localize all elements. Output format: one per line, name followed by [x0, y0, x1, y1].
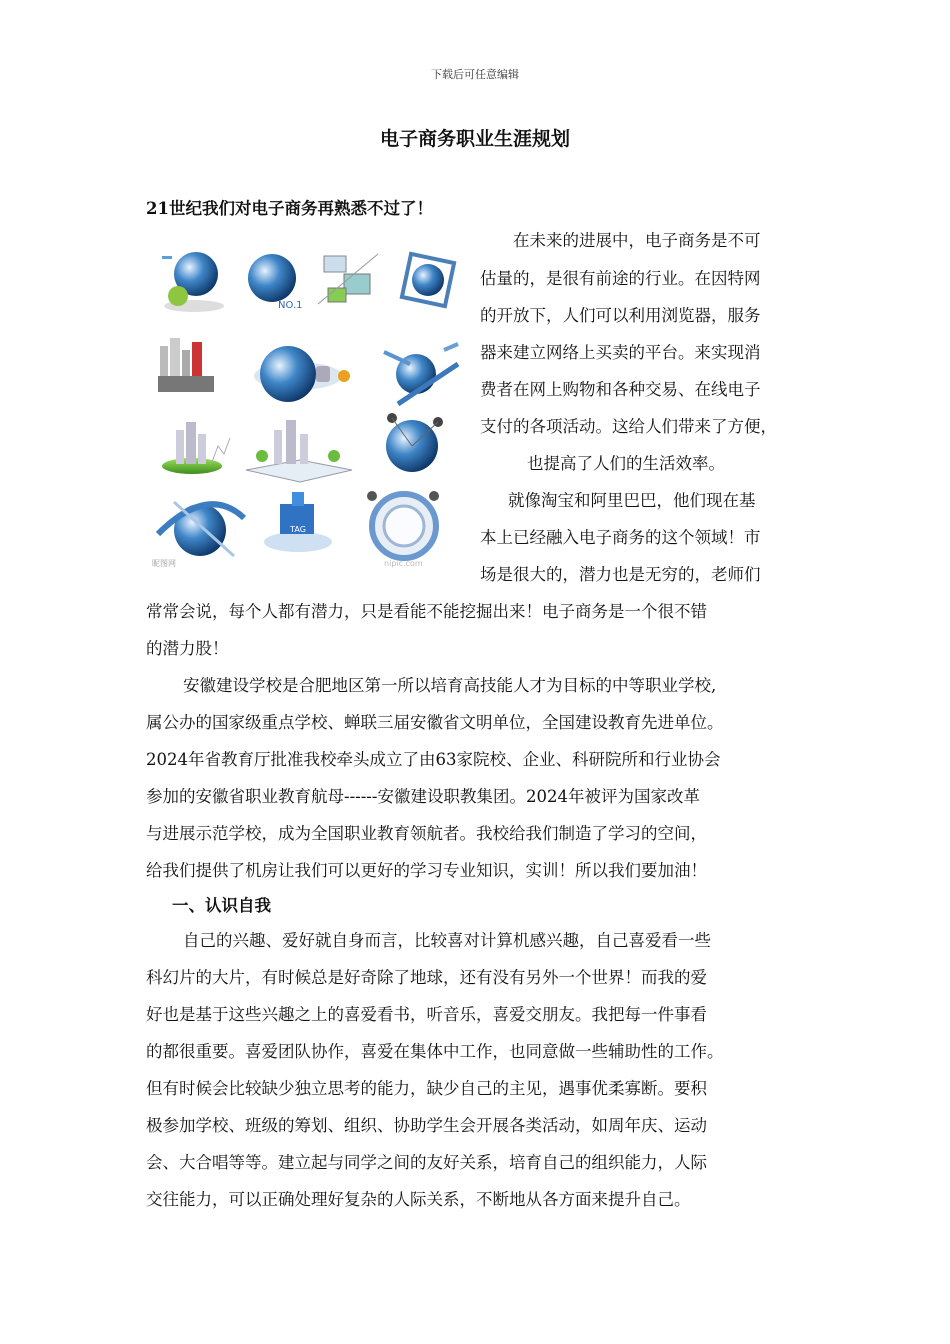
city-laptop-icon — [158, 338, 214, 392]
svg-text:TAG: TAG — [290, 525, 306, 534]
section1-line-5: 极参加学校、班级的筹划、组织、协助学生会开展各类活动，如周年庆、运动 — [146, 1116, 707, 1135]
page-header: 下载后可任意编辑 — [431, 68, 519, 81]
section1-line-1: 科幻片的大片，有时候总是好奇除了地球，还有没有另外一个世界！而我的爱 — [146, 968, 707, 987]
side-line-7: 就像淘宝和阿里巴巴，他们现在基 — [508, 491, 756, 510]
section1-line-2: 好也是基于这些兴趣之上的喜爱看书，听音乐，喜爱交朋友。我把每一件事看 — [146, 1005, 707, 1024]
speaker-circle-icon — [367, 491, 439, 558]
globe-arrows-icon — [384, 344, 458, 404]
side-line-5: 支付的各项活动。这给人们带来了方便， — [480, 417, 777, 436]
school-line-2: 2024年省教育厅批准我校牵头成立了由63家院校、企业、科研院所和行业协会 — [146, 750, 721, 769]
side-line-4: 费者在网上购物和各种交易、在线电子 — [480, 380, 761, 399]
globe-lightbulb-icon — [254, 346, 350, 402]
blue-arrow-tag-icon — [264, 492, 332, 552]
section1-line-7: 交往能力，可以正确处理好复杂的人际关系，不断地从各方面来提升自己。 — [146, 1190, 691, 1209]
side-line-8: 本上已经融入电子商务的这个领域！市 — [480, 528, 761, 547]
globe-plug-icon — [162, 252, 224, 312]
caption-left: 昵图网 — [152, 559, 176, 568]
side-line-2: 的开放下，人们可以利用浏览器，服务 — [480, 306, 761, 325]
section1-line-6: 会、大合唱等等。建立起与同学之间的友好关系，培育自己的组织能力，人际 — [146, 1153, 707, 1172]
school-line-3: 参加的安徽省职业教育航母------安徽建设职教集团。2024年被评为国家改革 — [146, 787, 700, 806]
side-line-0: 在未来的进展中，电子商务是不可 — [513, 231, 761, 250]
globe-network-icon — [386, 413, 443, 472]
school-line-5: 给我们提供了机房让我们可以更好的学习专业知识，实训！所以我们要加油！ — [146, 861, 707, 880]
section1-line-3: 的都很重要。喜爱团队协作，喜爱在集体中工作，也同意做一些辅助性的工作。 — [146, 1042, 724, 1061]
caption-right: nipic.com — [384, 559, 423, 568]
document-title: 电子商务职业生涯规划 — [379, 128, 570, 150]
section1-heading: 一、认识自我 — [172, 896, 271, 915]
side-line-3: 器来建立网络上买卖的平台。来实现消 — [480, 343, 761, 362]
full-line-1: 的潜力股！ — [146, 639, 229, 658]
side-line-6: 也提高了人们的生活效率。 — [527, 454, 725, 473]
collage-graphic — [148, 234, 468, 570]
globe-swoosh-icon — [158, 502, 244, 556]
green-city-icon — [162, 422, 230, 474]
globe-no1-icon — [248, 254, 303, 311]
school-line-0: 安徽建设学校是合肥地区第一所以培育高技能人才为目标的中等职业学校, — [183, 676, 717, 695]
svg-text:NO.1: NO.1 — [278, 300, 303, 311]
ecommerce-icon-collage — [148, 234, 468, 570]
section1-line-4: 但有时候会比较缺少独立思考的能力，缺少自己的主见，遇事优柔寡断。要积 — [146, 1079, 707, 1098]
city-book-icon — [246, 420, 352, 482]
side-line-1: 估量的，是很有前途的行业。在因特网 — [480, 269, 761, 288]
intro-heading: 21世纪我们对电子商务再熟悉不过了！ — [146, 199, 433, 218]
full-line-0: 常常会说，每个人都有潜力，只是看能不能挖掘出来！电子商务是一个很不错 — [146, 602, 707, 621]
globe-cube-icon — [402, 254, 454, 306]
side-line-9: 场是很大的，潜力也是无穷的，老师们 — [480, 565, 761, 584]
network-photos-icon — [318, 254, 378, 304]
school-line-1: 属公办的国家级重点学校、蝉联三届安徽省文明单位，全国建设教育先进单位。 — [146, 713, 724, 732]
school-line-4: 与进展示范学校，成为全国职业教育领航者。我校给我们制造了学习的空间， — [146, 824, 707, 843]
section1-line-0: 自己的兴趣、爱好就自身而言，比较喜对计算机感兴趣，自己喜爱看一些 — [183, 931, 711, 950]
